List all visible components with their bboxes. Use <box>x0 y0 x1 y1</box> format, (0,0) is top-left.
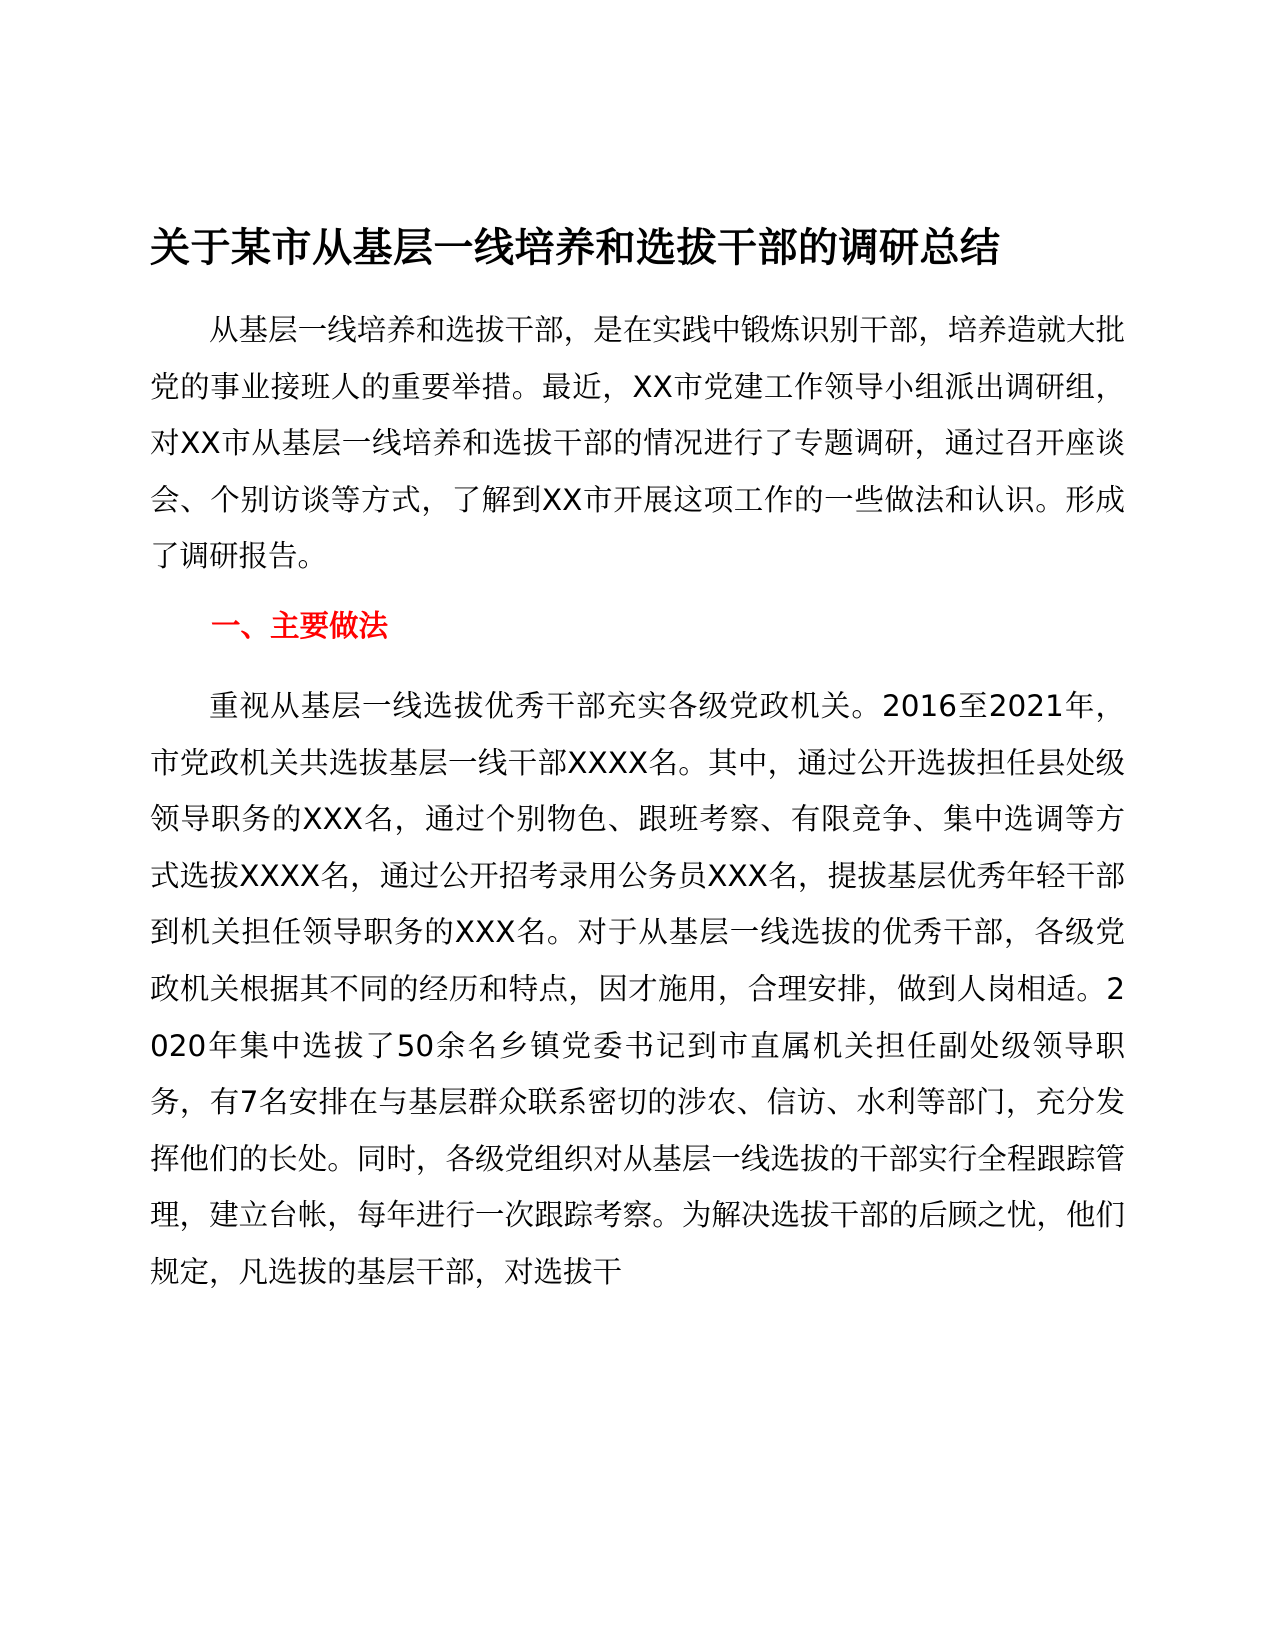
document-title: 关于某市从基层一线培养和选拔干部的调研总结 <box>150 225 1001 271</box>
section-heading: 一、主要做法 <box>211 609 389 643</box>
intro-paragraph: 从基层一线培养和选拔干部，是在实践中锻炼识别干部，培养造就大批党的事业接班人的重要举措。最近，XX市党建工作领导小组派出调研组，对XX市从基层一线培养和选拔干部的情况进行了专题调研，通过召开座谈会、个别访谈等方式，了解到XX市开展这项工作的一些做法和认识。形成了调研报告。 <box>150 313 1125 574</box>
body-paragraph: 重视从基层一线选拔优秀干部充实各级党政机关。2016至2021年，市党政机关共选拔基层一线干部XXXX名。其中，通过公开选拔担任县处级领导职务的XXX名，通过个别物色、跟班考察、有限竞争、集中选调等方式选拔XXXX名，通过公开招考录用公务员XXX名，提拔基层优秀年轻干部到机关担任领导职务的XXX名。对于从基层一线选拔的优秀干部，各级党政机关根据其不同的经历和特点，因才施用，合理安排，做到人岗相适。2020年集中选拔了50余名乡镇党委书记到市直属机关担任副处级领导职务，有7名安排在与基层群众联系密切的涉农、信访、水利等部门，充分发挥他们的长处。同时，各级党组织对从基层一线选拔的干部实行全程跟踪管理，建立台帐，每年进行一次跟踪考察。为解决选拔干部的后顾之忧，他们规定，凡选拔的基层干部，对选拔干 <box>150 689 1125 1289</box>
